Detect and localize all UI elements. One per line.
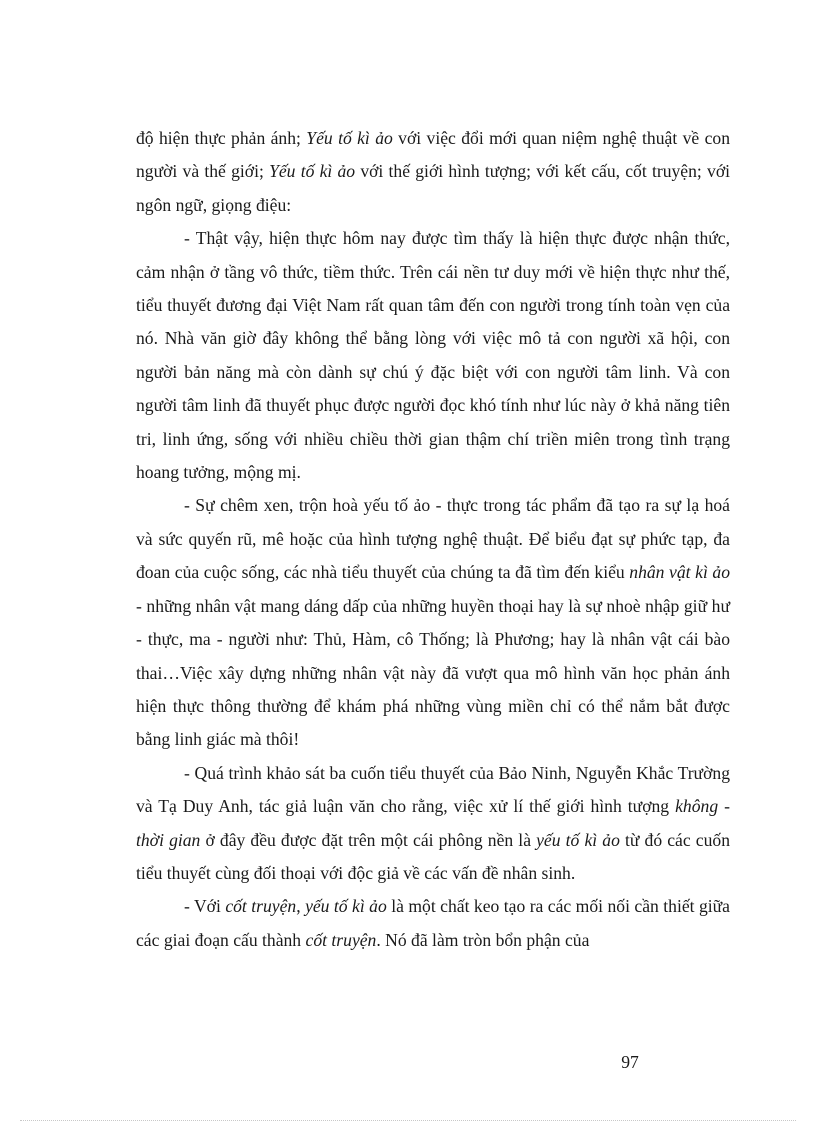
page-bottom-border <box>20 1120 796 1121</box>
italic-phrase: cốt truyện <box>225 896 297 917</box>
paragraph <box>136 222 730 489</box>
text-run: từ đó các cuốn tiểu thuyết cùng đối thoại với độc giả về các vấn đề nhân sinh. <box>136 829 730 883</box>
page-number: 97 <box>621 1052 639 1072</box>
paragraph <box>136 489 730 756</box>
text-run: với việc đổi mới quan niệm nghệ thuật về con người và thế giới; <box>136 128 730 182</box>
italic-phrase: yếu tố kì ảo <box>536 829 620 850</box>
text-run: với thế giới hình tượng; với kết cấu, cốt truyện; với ngôn ngữ, giọng điệu: <box>136 161 731 215</box>
paragraph <box>136 122 730 222</box>
paragraph <box>136 757 730 891</box>
italic-phrase: không - thời gian <box>136 796 730 850</box>
body-text <box>136 122 730 957</box>
text-run: , <box>296 896 306 917</box>
italic-phrase: Yếu tố kì ảo <box>269 161 356 182</box>
text-run: . Nó đã làm tròn bổn phận của <box>376 929 590 950</box>
text-run: - Thật vậy, hiện thực hôm nay được tìm thấy là hiện thực được nhận thức, cảm nhận ở tầng vô thức, tiềm thức. Trên cái nền tư duy mới về hiện thực như thế, tiểu thuyết đương đại Việt Nam rất quan tâm đến con người trong tính toàn vẹn của nó. Nhà văn giờ đây không thể bằng lòng với việc mô tả con người xã hội, con người bản năng mà còn dành sự chú ý đặc biệt với con người tâm linh. Và con người tâm linh đã thuyết phục được người đọc khó tính như lúc này ở khả năng tiên tri, linh ứng, sống với nhiều chiều thời gian thậm chí triền miên trong tình trạng hoang tưởng, mộng mị. <box>136 228 730 483</box>
text-run: - Với <box>184 896 226 917</box>
italic-phrase: cốt truyện <box>305 929 377 950</box>
text-run: - những nhân vật mang dáng dấp của những huyền thoại hay là sự nhoè nhập giữ hư - thực, ma - người như: Thủ, Hàm, cô Thống; là Phương; hay là nhân vật cái bào thai…Việc xây dựng những nhân vật này đã vượt qua mô hình văn học phản ánh hiện thực thông thường để khám phá những vùng miền chỉ có thể nắm bắt được bằng linh giác mà thôi! <box>136 595 730 750</box>
italic-phrase: Yếu tố kì ảo <box>306 128 393 148</box>
paragraph <box>136 890 730 957</box>
italic-phrase: nhân vật kì ảo <box>629 562 731 583</box>
text-run: ở đây đều được đặt trên một cái phông nền là <box>200 829 537 850</box>
text-run: là một chất keo tạo ra các mối nối cần thiết giữa các giai đoạn cấu thành <box>136 896 730 950</box>
text-run: độ hiện thực phản ánh; <box>136 128 307 148</box>
text-run: - Quá trình khảo sát ba cuốn tiểu thuyết của Bảo Ninh, Nguyễn Khắc Trường và Tạ Duy Anh, tác giả luận văn cho rằng, việc xử lí thế giới hình tượng <box>136 762 730 817</box>
text-run: - Sự chêm xen, trộn hoà yếu tố ảo - thực trong tác phẩm đã tạo ra sự lạ hoá và sức quyến rũ, mê hoặc của hình tượng nghệ thuật. Để biểu đạt sự phức tạp, đa đoan của cuộc sống, các nhà tiểu thuyết của chúng ta đã tìm đến kiểu <box>136 495 730 583</box>
italic-phrase: yếu tố kì ảo <box>305 896 387 917</box>
